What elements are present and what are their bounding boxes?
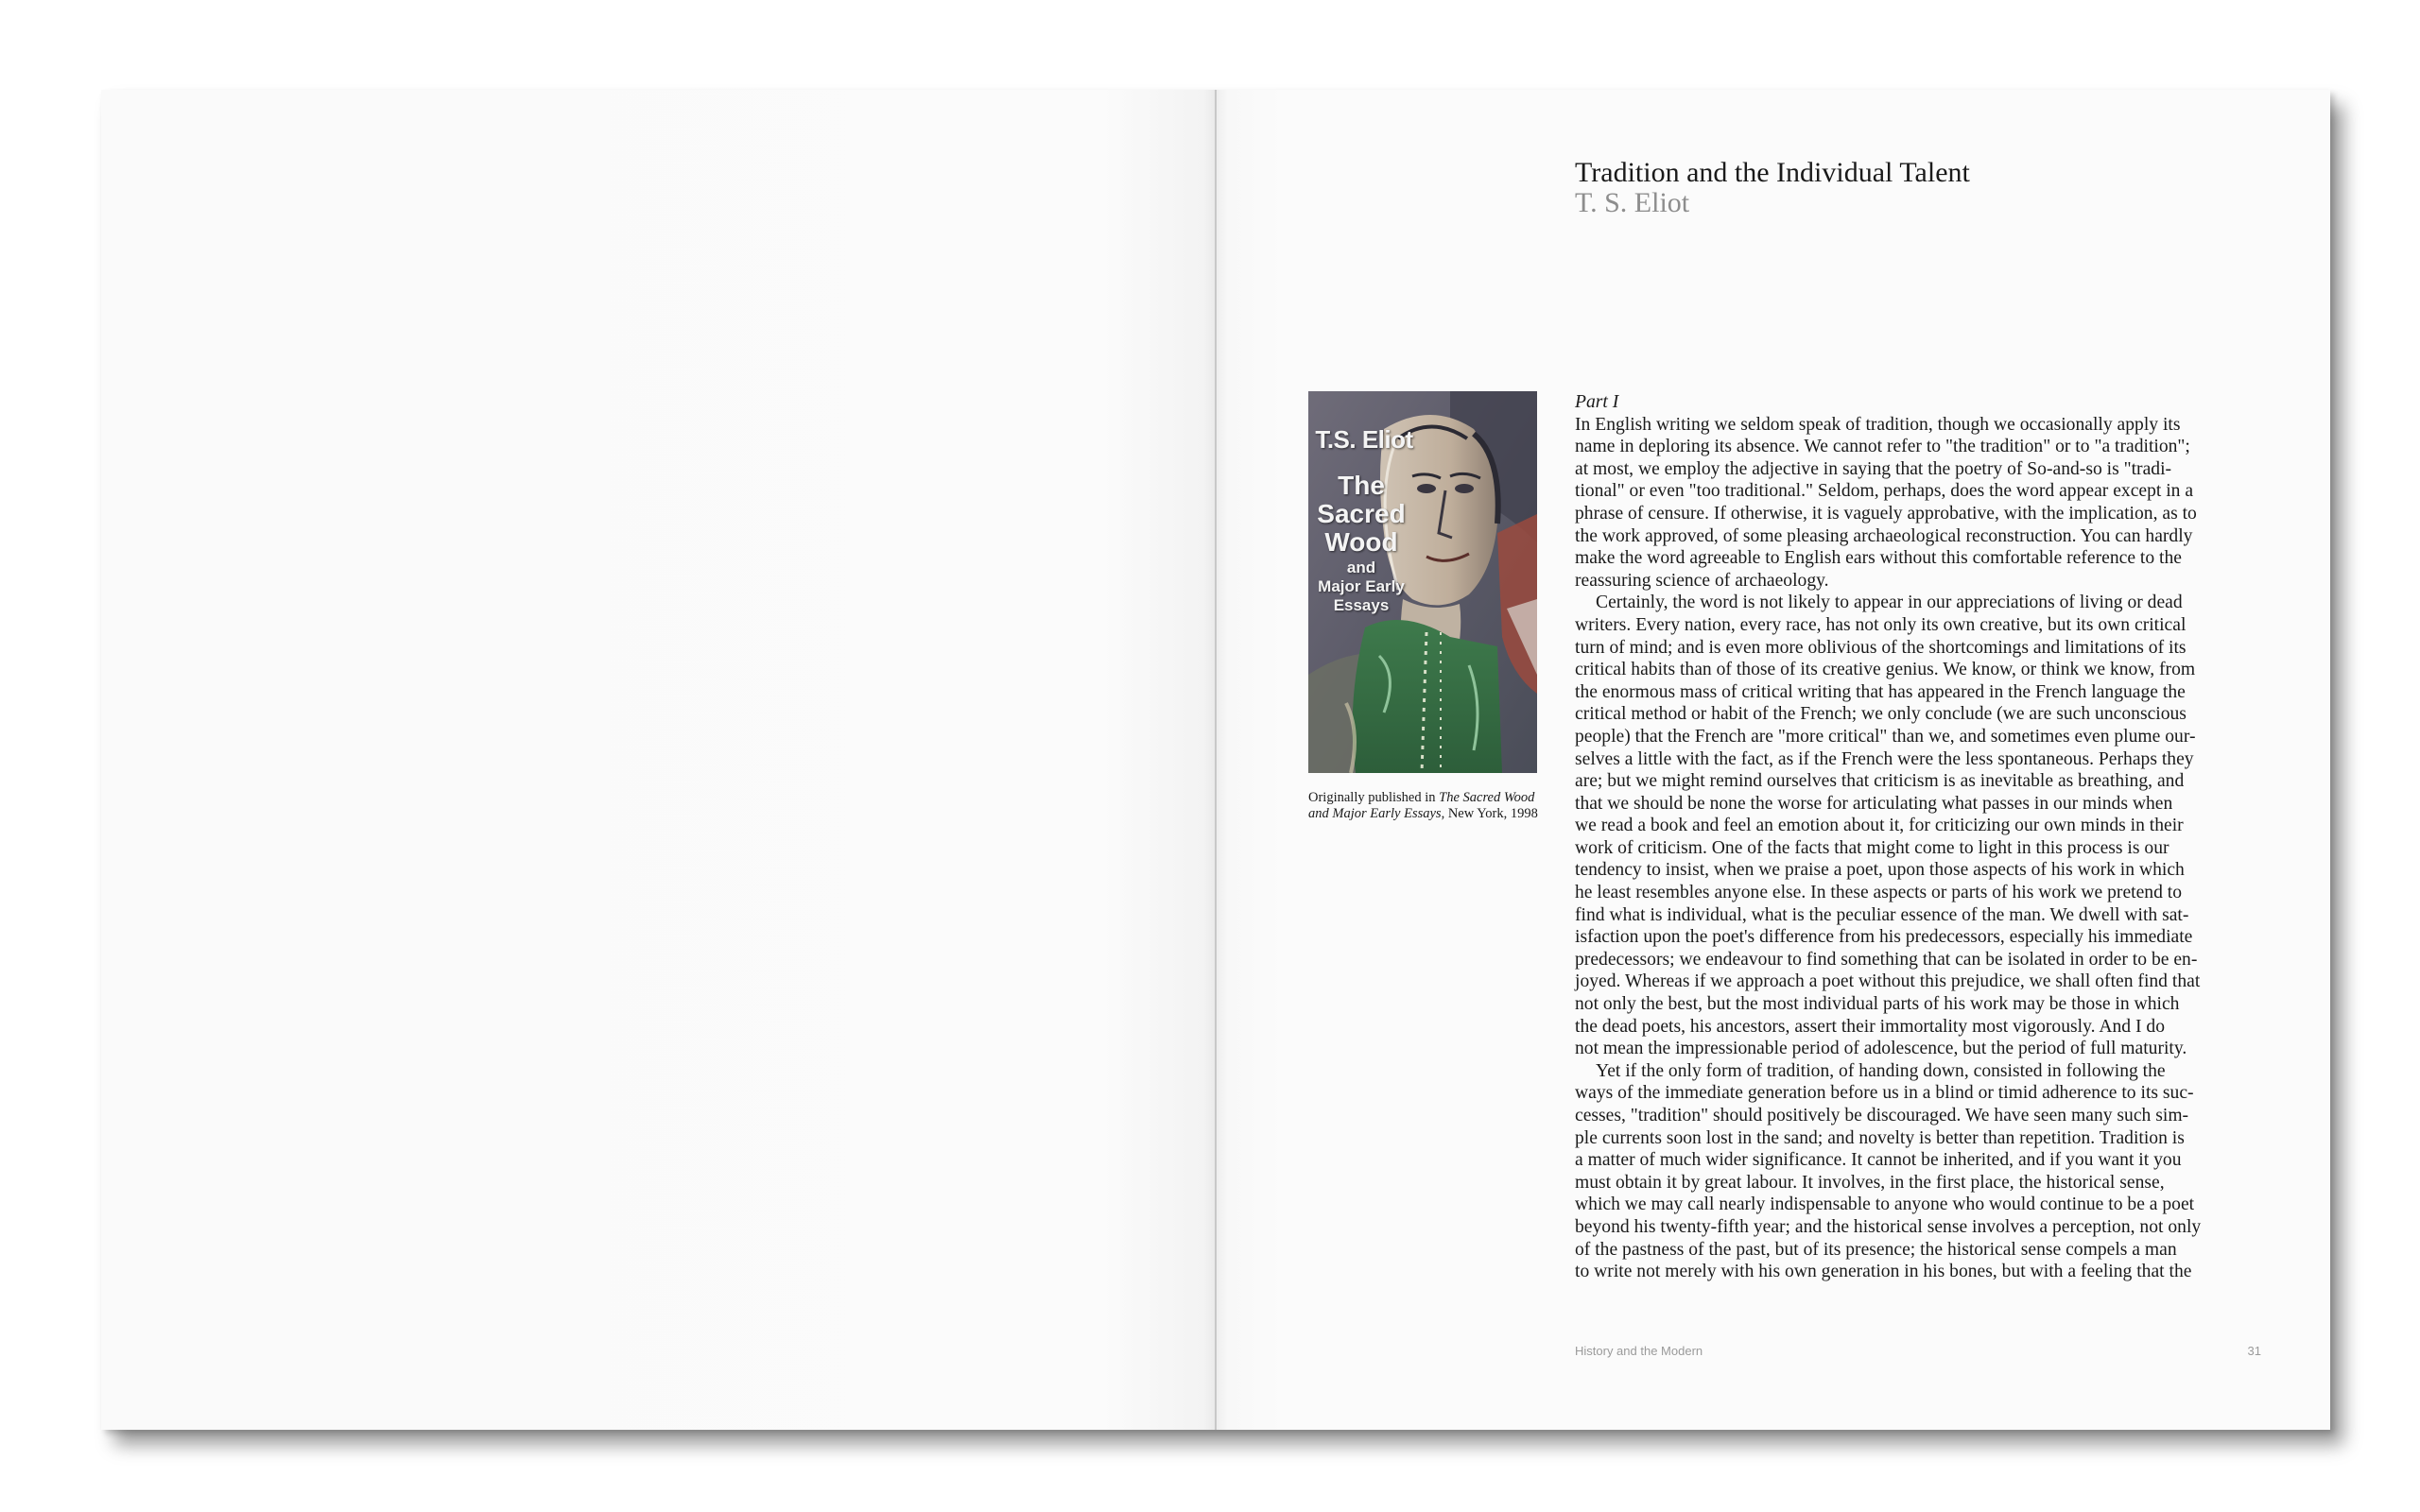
body-text-line: which we may call nearly indispensable to anyone who would continue to be a poet xyxy=(1575,1194,2195,1215)
body-text-line: phrase of censure. If otherwise, it is vaguely approbative, with the implication, as to xyxy=(1575,503,2197,524)
body-text-line: work of criticism. One of the facts that might come to light in this process is our xyxy=(1575,837,2169,858)
body-text-line: Yet if the only form of tradition, of handing down, consisted in following the xyxy=(1596,1060,2166,1081)
body-text-line: cesses, "tradition" should positively be discouraged. We have seen many such sim- xyxy=(1575,1106,2189,1125)
body-text-line: not mean the impressionable period of adolescence, but the period of full maturity. xyxy=(1575,1039,2187,1059)
body-text-line: find what is individual, what is the peculiar essence of the man. We dwell with sat- xyxy=(1575,904,2189,925)
cover-author: T.S. Eliot xyxy=(1315,425,1413,454)
body-text-line: we read a book and feel an emotion about it, for criticizing our own minds in their xyxy=(1575,816,2184,836)
article-title: Tradition and the Individual Talent xyxy=(1575,157,1970,188)
body-text-line: tional" or even "too traditional." Seldom, perhaps, does the word appear except in a xyxy=(1575,481,2194,502)
cover-caption xyxy=(1308,790,1539,822)
body-text-line: a matter of much wider significance. It cannot be inherited, and if you want it you xyxy=(1575,1150,2182,1171)
body-text-line: the dead poets, his ancestors, assert their immortality most vigorously. And I do xyxy=(1575,1016,2165,1037)
running-footer-section: History and the Modern xyxy=(1575,1344,1703,1358)
body-text-line: people) that the French are "more critical" than we, and sometimes even plume our- xyxy=(1575,726,2196,747)
cover-subtitle-line3: Essays xyxy=(1333,596,1390,614)
body-text-line: name in deploring its absence. We cannot refer to "the tradition" or to "a tradition"; xyxy=(1575,437,2190,457)
article-body xyxy=(1575,391,2256,1283)
body-text-line: of the pastness of the past, but of its presence; the historical sense compels a man xyxy=(1575,1239,2177,1260)
body-text-line: In English writing we seldom speak of tradition, though we occasionally apply its xyxy=(1575,414,2181,435)
body-text-line: ple currents soon lost in the sand; and novelty is better than repetition. Tradition is xyxy=(1575,1127,2185,1148)
body-text-line: predecessors; we endeavour to find something that can be isolated in order to be en- xyxy=(1575,949,2198,970)
body-text-line: the enormous mass of critical writing that has appeared in the French language the xyxy=(1575,681,2186,702)
body-text-line: Certainly, the word is not likely to appear in our appreciations of living or dead xyxy=(1596,593,2183,613)
page-number: 31 xyxy=(2247,1344,2261,1358)
cover-title-line2: Sacred xyxy=(1317,499,1406,528)
body-text-line: critical habits than of those of its creative genius. We know, or think we know, from xyxy=(1575,660,2196,680)
body-text-line: at most, we employ the adjective in saying that the poetry of So-and-so is "tradi- xyxy=(1575,458,2172,479)
cover-subtitle-line2: Major Early xyxy=(1318,577,1405,595)
body-text-line: critical method or habit of the French; we only conclude (we are such unconscious xyxy=(1575,704,2187,725)
part-heading: Part I xyxy=(1575,392,1619,412)
caption-suffix: , New York, 1998 xyxy=(1441,806,1538,821)
body-text-line: not only the best, but the most individual parts of his work may be those in which xyxy=(1575,994,2180,1015)
body-text-line: he least resembles anyone else. In these aspects or parts of his work we pretend to xyxy=(1575,883,2183,903)
left-page-blank xyxy=(101,90,1215,1430)
body-text-line: isfaction upon the poet's difference from his predecessors, especially his immediate xyxy=(1575,927,2193,948)
body-text-line: make the word agreeable to English ears without this comfortable reference to the xyxy=(1575,548,2182,569)
body-text-line: tendency to insist, when we praise a poet, upon those aspects of his work in which xyxy=(1575,860,2185,881)
body-text-line: are; but we might remind ourselves that criticism is as inevitable as breathing, and xyxy=(1575,771,2185,792)
article-author: T. S. Eliot xyxy=(1575,187,1690,218)
body-text-line: writers. Every nation, every race, has not only its own creative, but its own critical xyxy=(1575,614,2187,635)
caption-book-title: The Sacred Wood and Major Early Essays xyxy=(1308,790,1535,821)
caption-prefix: Originally published in xyxy=(1308,790,1440,805)
body-text-line: turn of mind; and is even more oblivious of the shortcomings and limitations of its xyxy=(1575,637,2187,658)
body-text-line: beyond his twenty-fifth year; and the historical sense involves a perception, not only xyxy=(1575,1216,2202,1237)
cover-title-line1: The xyxy=(1338,471,1385,500)
body-text-line: to write not merely with his own generation in his bones, but with a feeling that the xyxy=(1575,1262,2192,1282)
cover-subtitle-line1: and xyxy=(1346,558,1376,576)
book-cover-image xyxy=(1308,391,1537,773)
cover-title-line3: Wood xyxy=(1324,527,1398,557)
body-text-line: reassuring science of archaeology. xyxy=(1575,570,1829,591)
body-text-line: joyed. Whereas if we approach a poet without this prejudice, we shall often find that xyxy=(1575,971,2201,992)
body-text-line: ways of the immediate generation before us in a blind or timid adherence to its suc- xyxy=(1575,1083,2194,1104)
body-text-line: selves a little with the fact, as if the French were the less spontaneous. Perhaps they xyxy=(1575,748,2194,769)
body-text-line: that we should be none the worse for articulating what passes in our minds when xyxy=(1575,793,2173,814)
body-text-line: must obtain it by great labour. It involves, in the first place, the historical sense, xyxy=(1575,1172,2165,1193)
body-text-line: the work approved, of some pleasing archaeological reconstruction. You can hardly xyxy=(1575,525,2193,546)
